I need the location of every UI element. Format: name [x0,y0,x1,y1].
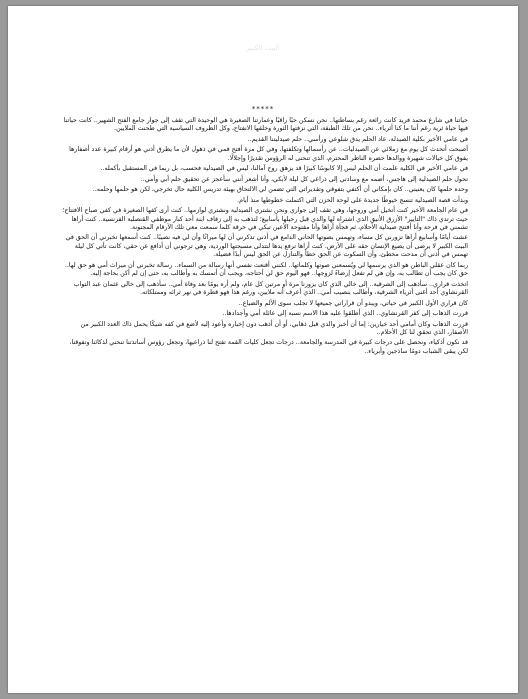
document-page [8,6,518,693]
paragraph: قررت الذهاب إلى كفر القرنشاوي.. الذي أطلقوا عليه هذا الاسم نسبة إلى عائلة أمي وأجدادها.. [222,310,468,318]
document-body [58,117,468,356]
paragraph: عشت أيامًا وأسابيع أراها تزورني كل مساء، وتهمس بصوتها الحاني الدامع في أذني تذكرني أن لها ميراثًا وأن لي فيه نصيبًا.. كنت أسمعها تخبرني أن الحق في البيت الكبير لا يرضى أن يضيع الإنسان حقه على الأرض. كنت أراها ترفع يدها لتتدلى مسبحتها الوردية، وهي ترجوني أن أدافع عن حقي، كانت تأتي كل ليلة تهمس في أذني أن مدحت مخطئ، وأن السكوت عن الحق خطأ والتنازل عن الحق ليس أبدًا فضيلة. [65,234,468,259]
paragraph: وبدأت قصة الصيدلية تنسج خيوطًا جديدة على لوحة الحزن التي اكتملت خطوطها منذ أيام. [237,196,468,204]
paragraph: في عامي الأخير في الكلية علمت أن الحلم ليس إلا كابوسًا كبيرًا قد يزهق روح آمالنا، ليس في الصيدلية فحسب، بل ربما في المستقبل بأكمله.. [100,165,468,173]
paragraph: اتخذت قراري.. سأذهب إلى الشرقية.. إلى خالي الذي كان يزورنا مرة أو مرتين كل عام، ولم أره يومًا بعد وفاة أمي.. سأذهب إلى خالي عثمان عبد التواب القرنشاوي أحد أغنى أثرياء الشرقية، وأطالب بنصيب أمي.. الذي أعرف أنه ملايين، ورغم هذا فهو قطرة في نهر ثرائه وممتلكاته. [73,280,468,297]
paragraph: ربما كان عقلي الباطن هو الذي يرسمها لي ويُسمعني صوتها وكلماتها.. لكنني أقنعت نفسي أنها رسالة من السماء.. رسالة تخبرني أن ميراث أمي هو حق لها.. حق كان يجب أن تطالب به، وإن هي لم تفعل إرضاءً لزوجها.. فهو اليوم حق لي أحتاجه، ويجب أن أتمسك به وأطالب به، حتى إن لم أكن بحاجة إليه. [64,261,468,278]
paragraph: حياتنا في شارع محمد فريد كانت رائعة رغم بساطتها.. نحن نسكن حيًا راقيًا وعمارتنا الصغيرة هي الوحيدة التي تقف إلى جوار جامع الفتح الشهير.. كانت حياتنا فيها حياة ثرية رغم أننا ما كنا أثرياء.. نحن من تلك الطبقة، التي نزفتها الثورة وخلقها الانفتاح، وكل الظروف السياسية التي طحنت الملايين. [63,117,468,133]
page-header: البيت الكبير [246,44,280,52]
paragraph: قد نكون أذكياء، ونحصل على درجات كبيرة في المدرسة والجامعة.. درجات تجعل كليات القمة تفتح لنا ذراعيها، وتجعل رؤوس أساتذتنا تنحني لذكائنا وتفوقنا، لكن يبقى الشباب دومًا ساذجين وأبرياء.. [69,339,468,355]
paragraph: وحده حلمها كان يعنيني.. كان بإمكاني أن أكتفي بتفوقي وتقديراتي التي تضمن لي الالتحاق بهيئة تدريس الكلية حال تخرجي، لكن هو حلمها وحلمه.. [92,186,468,194]
paragraph: أصبحت أتحدث كل يوم مع زملائي عن الصيدليات.. عن رأسمالها وتكلفتها، وفي كل مرة أفتح فمي في ذهول لأن ما يطرق أذني هو أرقام كبيرة عدد أصفارها يفوق كل خيالات شهيرة ووالدها حضره الناظر المحترم، الذي تنحنى له الرؤوس تقديرًا وإجلالًا. [69,146,468,162]
paragraph: في عامي الأخير بكلية الصيدلة، عاد الحلم يدق شلوعي ورأسي.. حلم صيدليتنا القديم.. [247,135,468,143]
paragraph: قررت الذهاب وكان أمامي أحد خيارين: إما أن أخبر والدي قبل ذهابي، أو أن أذهب دون إخباره وأعود إليه لأضع في كفه شيكًا يحمل ذاك العدد الكبير من الأصفار، الذي تحقق لنا كل الأحلام.. [80,320,468,336]
paragraph: كان قراري الأول الكبير في حياتي، ويبدو أن قراراتي جميعها لا تجلب سوى الألم والضياع.. [238,299,468,307]
paragraph: تحول حلم الصيدلية إلى هاجس، أضمه مع وسادتي إلى ذراعي كل ليلة لأبكي، وأنا أشعر أنني سأعجز عن تحقيق حلم أبي وأمي.. [140,175,468,183]
section-separator: ***** [251,105,275,113]
paragraph: في عام الجامعة الأخير كنت أتخيل أمي وروحها، وهي تقف إلى جواري ونحن نشتري الصيدلية ونشتري لوازمها.. كنت أرى كفها الصغيرة في كفي صباح الافتتاح؛ حيث ترتدي ذاك "التايير" الأزرق الأنيق الذي اشتراه لها والدي قبل رحيلها بأسابيع؛ لتذهب به إلى زفاف ابنة أحد كبار موظفي القنصلية الفرنسية.. كنت أراها تشمني في فرحة وأنا أفتتح صيدلية الأحلام، ثم فجأة أراها وأنا مفتوحة الأعين تبكي في حرقة كلما سمعت معي تلك الأرقام المجنونة. [62,207,468,231]
